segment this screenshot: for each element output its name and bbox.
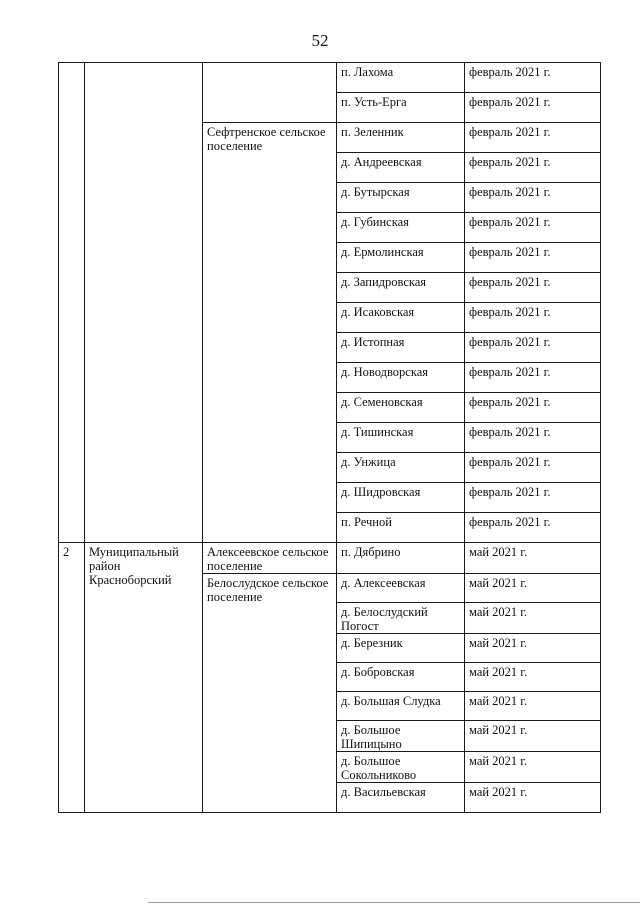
- date-cell: май 2021 г.: [465, 603, 601, 634]
- date-cell: май 2021 г.: [465, 574, 601, 603]
- locality-cell: д. Унжица: [337, 453, 465, 483]
- locality-cell: д. Бутырская: [337, 183, 465, 213]
- date-cell: февраль 2021 г.: [465, 423, 601, 453]
- date-cell: февраль 2021 г.: [465, 153, 601, 183]
- date-cell: февраль 2021 г.: [465, 513, 601, 543]
- locality-cell: д. Исаковская: [337, 303, 465, 333]
- locality-cell: д. Запидровская: [337, 273, 465, 303]
- date-cell: февраль 2021 г.: [465, 63, 601, 93]
- schedule-table-body: [59, 63, 601, 813]
- locality-cell: п. Лахома: [337, 63, 465, 93]
- locality-cell: д. Ермолинская: [337, 243, 465, 273]
- locality-cell: д. Большое Шипицыно: [337, 721, 465, 752]
- locality-cell: д. Большое Сокольниково: [337, 752, 465, 783]
- district-cell: Муниципальный район Красноборский: [85, 543, 203, 813]
- date-cell: февраль 2021 г.: [465, 183, 601, 213]
- date-cell: февраль 2021 г.: [465, 453, 601, 483]
- schedule-table: [58, 62, 601, 813]
- date-cell: февраль 2021 г.: [465, 483, 601, 513]
- locality-cell: д. Бобровская: [337, 663, 465, 692]
- page-number: 52: [311, 31, 329, 50]
- date-cell: май 2021 г.: [465, 721, 601, 752]
- row-number-cell: [59, 63, 85, 543]
- locality-cell: п. Дябрино: [337, 543, 465, 574]
- locality-cell: д. Новодворская: [337, 363, 465, 393]
- locality-cell: д. Шидровская: [337, 483, 465, 513]
- settlement-cell: [203, 63, 337, 123]
- locality-cell: д. Андреевская: [337, 153, 465, 183]
- table-row: [59, 543, 601, 574]
- date-cell: февраль 2021 г.: [465, 213, 601, 243]
- date-cell: май 2021 г.: [465, 543, 601, 574]
- date-cell: май 2021 г.: [465, 752, 601, 783]
- locality-cell: д. Березник: [337, 634, 465, 663]
- date-cell: май 2021 г.: [465, 783, 601, 813]
- locality-cell: д. Алексеевская: [337, 574, 465, 603]
- locality-cell: д. Белослудский Погост: [337, 603, 465, 634]
- scan-edge-line: [148, 902, 640, 903]
- locality-cell: д. Большая Слудка: [337, 692, 465, 721]
- locality-cell: д. Истопная: [337, 333, 465, 363]
- date-cell: февраль 2021 г.: [465, 123, 601, 153]
- date-cell: май 2021 г.: [465, 634, 601, 663]
- locality-cell: д. Васильевская: [337, 783, 465, 813]
- row-number-cell: 2: [59, 543, 85, 813]
- locality-cell: п. Усть-Ерга: [337, 93, 465, 123]
- date-cell: февраль 2021 г.: [465, 243, 601, 273]
- date-cell: февраль 2021 г.: [465, 363, 601, 393]
- settlement-cell: Сефтренское сельское поселение: [203, 123, 337, 543]
- settlement-cell: Алексеевское сельское поселение: [203, 543, 337, 574]
- date-cell: февраль 2021 г.: [465, 333, 601, 363]
- district-cell: [85, 63, 203, 543]
- date-cell: февраль 2021 г.: [465, 303, 601, 333]
- settlement-cell: Белослудское сельское поселение: [203, 574, 337, 813]
- locality-cell: д. Губинская: [337, 213, 465, 243]
- locality-cell: д. Тишинская: [337, 423, 465, 453]
- date-cell: февраль 2021 г.: [465, 273, 601, 303]
- date-cell: февраль 2021 г.: [465, 93, 601, 123]
- locality-cell: д. Семеновская: [337, 393, 465, 423]
- date-cell: май 2021 г.: [465, 692, 601, 721]
- locality-cell: п. Зеленник: [337, 123, 465, 153]
- locality-cell: п. Речной: [337, 513, 465, 543]
- date-cell: май 2021 г.: [465, 663, 601, 692]
- table-row: [59, 63, 601, 93]
- date-cell: февраль 2021 г.: [465, 393, 601, 423]
